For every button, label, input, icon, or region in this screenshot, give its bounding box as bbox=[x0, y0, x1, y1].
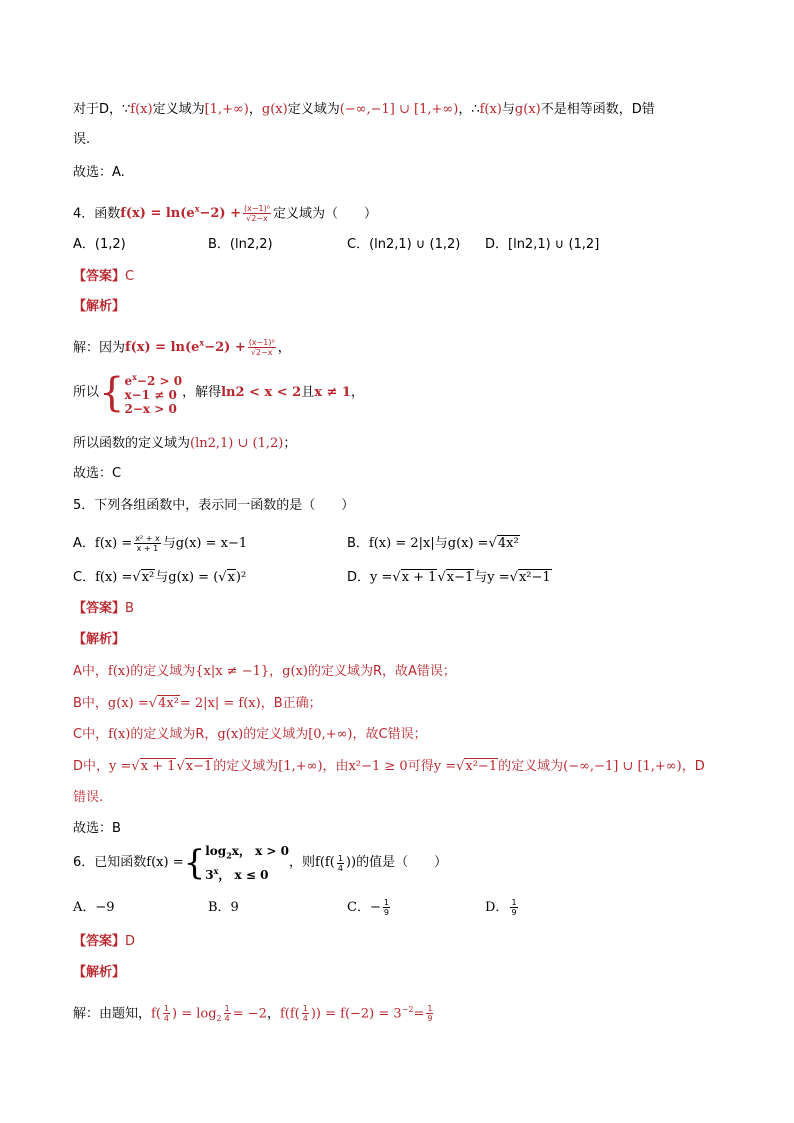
solution-5-d-cont: 错误. bbox=[73, 790, 104, 805]
solution-4-line1: 解：因为$f(x) = \ln(e^x-2)$ + $\frac{\text{(x−1)⁰}}{√2-x}$ ， bbox=[73, 338, 291, 358]
option-c: C．(ln2,1) ∪ (1,2) bbox=[347, 237, 461, 252]
question-4 bbox=[73, 199, 377, 224]
solution-4-domain: 所以函数的定义域为(ln2,1) ∪ (1,2)； bbox=[73, 436, 297, 451]
option-b: B．9 bbox=[208, 900, 239, 915]
math: f(x) bbox=[479, 102, 502, 117]
option-a: A．(1,2) bbox=[73, 237, 126, 252]
solution-5-a: A中，f(x)的定义域为{x|x ≠ −1}，g(x)的定义域为R，故A错误； bbox=[73, 664, 456, 679]
option-d: D． $\frac{1}{9}$ bbox=[485, 898, 517, 917]
question-number: 4．函数 bbox=[73, 206, 121, 222]
option-d: D．y =√x + 1√x−1与y =√x²−1 bbox=[347, 570, 551, 585]
answer-4: 【答案】C bbox=[73, 269, 135, 284]
text: 故选：A. bbox=[73, 165, 125, 180]
solution-5-c: C中，f(x)的定义域为R，g(x)的定义域为[0,+∞)，故C错误； bbox=[73, 727, 427, 742]
solution-5-b: B中，g(x) =√4x²= 2|x| = f(x)，B正确； bbox=[73, 696, 322, 711]
text: 定义域为 bbox=[287, 102, 340, 117]
option-a: A．−9 bbox=[73, 900, 115, 915]
option-c: C．− $\frac{1}{9}$ bbox=[347, 898, 389, 917]
text: 与 bbox=[501, 102, 515, 117]
piecewise: $\log_2x$， x > 0 3$^x$， x ≤ 0 bbox=[205, 844, 290, 883]
option-a: A．f(x) = $\frac{\text{x² + x}}{x + 1}$ 与g(x) = x−1 bbox=[73, 534, 248, 553]
question-6: 6．已知函数f(x) ={ $\log_2x$， x > 0 3$^x$， x ≤ 0 ，则f(f( $\frac{1}{4}$ ))的值是（ ） bbox=[73, 843, 448, 884]
option-b: B．(ln2,2) bbox=[208, 237, 273, 252]
analysis-label: 【解析】 bbox=[73, 299, 126, 314]
solution-4-choice: 故选：C bbox=[73, 466, 122, 481]
text: 不是相等函数，D错 bbox=[540, 102, 655, 117]
solution-4-system: 所以{ $e^x-2 > 0$ x−1 ≠ 0 2−x > 0 ，解得ln2 < x < 2且x ≠ 1， bbox=[73, 370, 364, 416]
solution-6: 解：由题知，f( $\frac{1}{4}$ ) = $\log_2$ $\frac{1}{4}$ = −2，f(f( $\frac{1}{4}$ )) = $f(-2) = 3^{-2}=$ $\frac{1}{9}$ bbox=[73, 1004, 433, 1024]
math: g(x) bbox=[514, 102, 541, 117]
math: g(x) bbox=[261, 102, 288, 117]
fraction: $\frac{\text{(x−1)⁰}}{√2-x}$ bbox=[243, 204, 270, 224]
analysis-label: 【解析】 bbox=[73, 632, 126, 647]
inequality-system: $e^x-2 > 0$ x−1 ≠ 0 2−x > 0 bbox=[124, 372, 183, 416]
option-d: D．[ln2,1) ∪ (1,2] bbox=[485, 237, 600, 252]
math: $f(x) = \ln(e^x-2)$ + bbox=[120, 204, 241, 222]
question-5: 5．下列各组函数中，表示同一函数的是（ ） bbox=[73, 498, 355, 513]
answer-5: 【答案】B bbox=[73, 601, 134, 616]
text: 误. bbox=[73, 132, 91, 147]
analysis-label: 【解析】 bbox=[73, 965, 126, 980]
solution-5-choice: 故选：B bbox=[73, 821, 121, 836]
line-continuation bbox=[73, 130, 90, 150]
math: f(x) bbox=[130, 102, 153, 117]
option-c: C．f(x) =√x²与g(x) = (√x)² bbox=[73, 570, 247, 585]
line-choice bbox=[73, 163, 125, 183]
answer-6: 【答案】D bbox=[73, 934, 136, 949]
math: (−∞,−1] ∪ [1,+∞) bbox=[339, 102, 459, 117]
text: 对于D，∵ bbox=[73, 102, 131, 117]
text: 定义域为 bbox=[152, 102, 205, 117]
line-d-analysis bbox=[73, 100, 655, 120]
text: ， bbox=[248, 102, 262, 117]
math: [1,+∞) bbox=[204, 102, 249, 117]
option-b: B．f(x) = 2|x|与g(x) =√4x² bbox=[347, 536, 519, 551]
text: ，∴ bbox=[458, 102, 480, 117]
text: 定义域为（ ） bbox=[272, 206, 377, 222]
solution-5-d: D中，y =√x + 1√x−1的定义域为[1,+∞)，由x²−1 ≥ 0可得y =√x²−1的定义域为(−∞,−1] ∪ [1,+∞)，D bbox=[73, 759, 705, 774]
